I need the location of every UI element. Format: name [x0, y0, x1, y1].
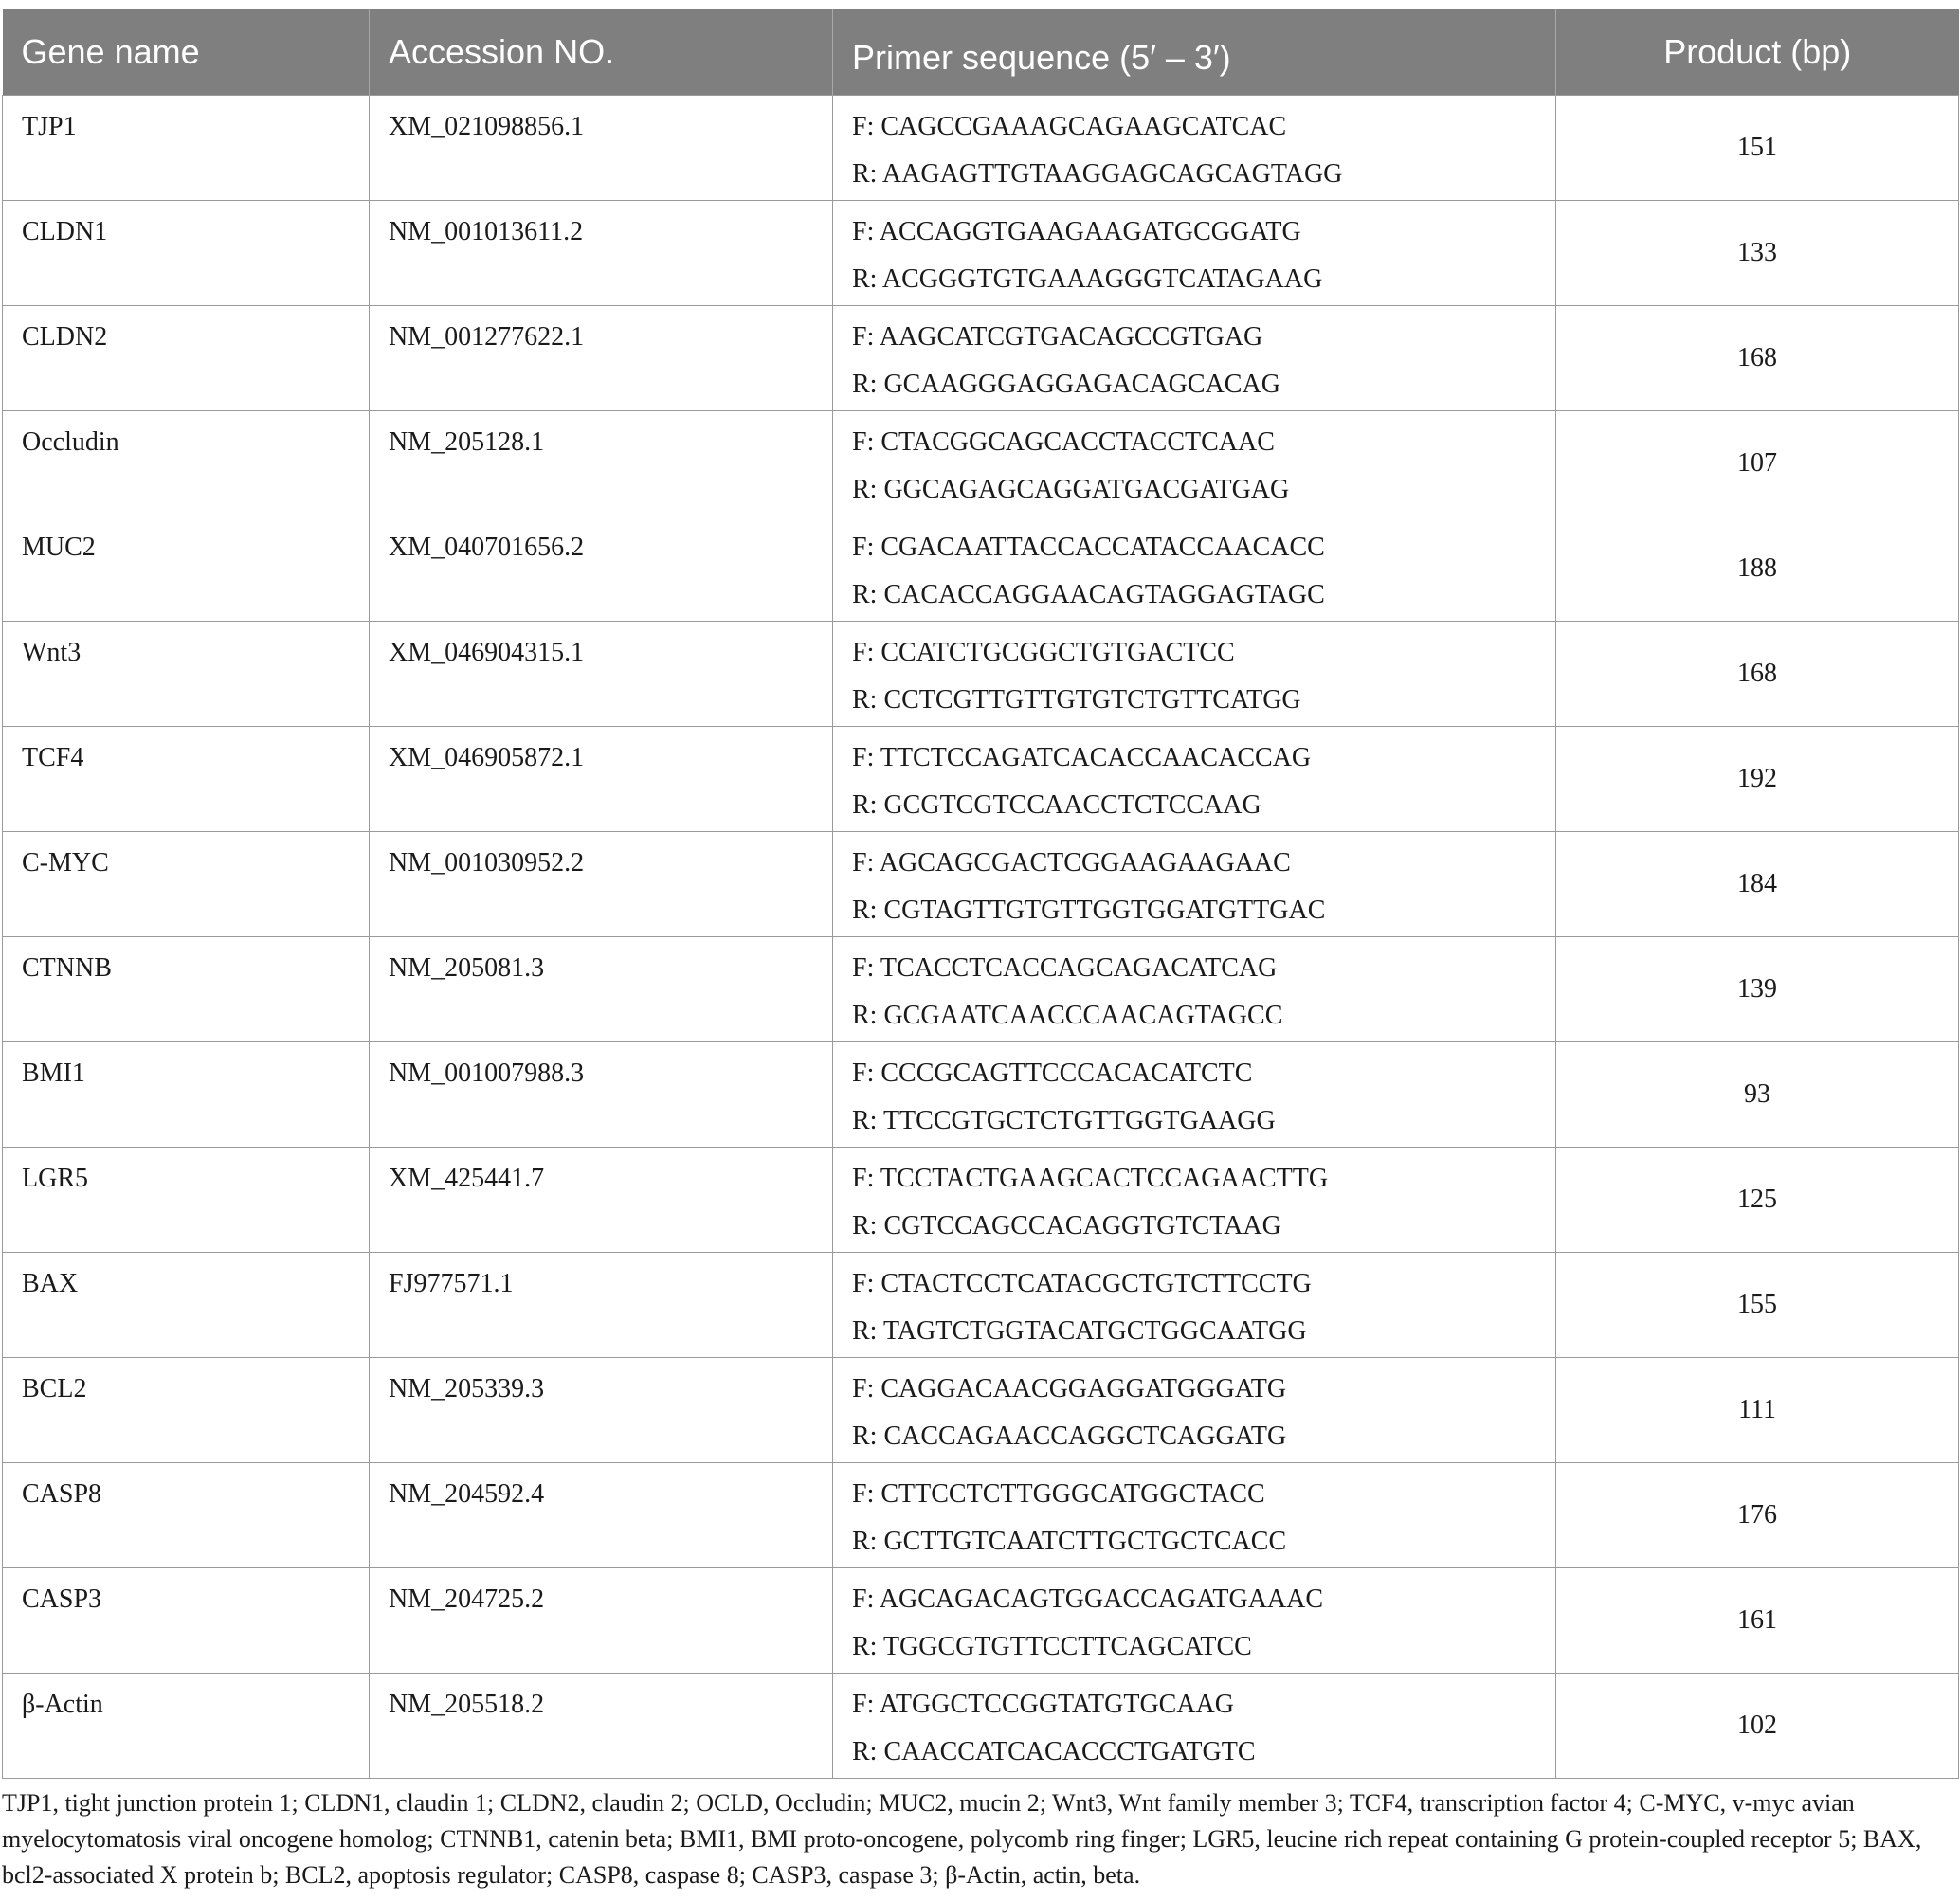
primer-sequence-cell: [833, 1253, 1556, 1358]
table-row: [3, 727, 1959, 832]
table-row: [3, 832, 1959, 937]
accession-cell: NM_204592.4: [370, 1463, 833, 1568]
accession-cell: XM_021098856.1: [370, 96, 833, 201]
table-row: [3, 1042, 1959, 1148]
forward-primer: F: AAGCATCGTGACAGCCGTGAG: [852, 322, 1263, 352]
product-size-cell: 93: [1556, 1042, 1959, 1148]
reverse-primer: R: TGGCGTGTTCCTTCAGCATCC: [852, 1632, 1252, 1661]
table-row: [3, 1148, 1959, 1253]
reverse-primer: R: AAGAGTTGTAAGGAGCAGCAGTAGG: [852, 159, 1343, 189]
product-size-cell: 155: [1556, 1253, 1959, 1358]
reverse-primer: R: GCGTCGTCCAACCTCTCCAAG: [852, 790, 1261, 820]
accession-cell: NM_204725.2: [370, 1568, 833, 1674]
primer-sequence-cell: [833, 1674, 1556, 1779]
primer-sequence-cell: [833, 937, 1556, 1042]
product-size-cell: 168: [1556, 622, 1959, 727]
table-header: [3, 9, 1959, 96]
gene-name-cell: LGR5: [3, 1148, 370, 1253]
header-accession: Accession NO.: [370, 9, 833, 96]
forward-primer: F: CTACGGCAGCACCTACCTCAAC: [852, 427, 1275, 457]
primer-sequence-cell: [833, 96, 1556, 201]
accession-cell: XM_040701656.2: [370, 516, 833, 622]
gene-name-cell: β-Actin: [3, 1674, 370, 1779]
accession-cell: NM_205128.1: [370, 411, 833, 516]
forward-primer: F: CCATCTGCGGCTGTGACTCC: [852, 638, 1235, 667]
header-primer-sequence: Primer sequence (5′ – 3′): [833, 9, 1556, 96]
reverse-primer: R: CCTCGTTGTTGTGTCTGTTCATGG: [852, 685, 1301, 715]
primer-sequence-cell: [833, 201, 1556, 306]
product-size-cell: 139: [1556, 937, 1959, 1042]
forward-primer: F: CCCGCAGTTCCCACACATCTC: [852, 1059, 1253, 1088]
forward-primer: F: TCCTACTGAAGCACTCCAGAACTTG: [852, 1164, 1329, 1193]
gene-name-cell: TJP1: [3, 96, 370, 201]
reverse-primer: R: GGCAGAGCAGGATGACGATGAG: [852, 475, 1290, 504]
reverse-primer: R: CAACCATCACACCCTGATGTC: [852, 1737, 1256, 1766]
accession-cell: NM_205518.2: [370, 1674, 833, 1779]
accession-cell: NM_001013611.2: [370, 201, 833, 306]
table-row: [3, 1463, 1959, 1568]
product-size-cell: 184: [1556, 832, 1959, 937]
product-size-cell: 176: [1556, 1463, 1959, 1568]
primer-sequence-cell: [833, 1463, 1556, 1568]
table-row: [3, 1568, 1959, 1674]
gene-name-cell: BCL2: [3, 1358, 370, 1463]
forward-primer: F: ATGGCTCCGGTATGTGCAAG: [852, 1690, 1235, 1719]
primer-sequence-cell: [833, 411, 1556, 516]
forward-primer: F: AGCAGACAGTGGACCAGATGAAAC: [852, 1584, 1324, 1614]
forward-primer: F: CAGGACAACGGAGGATGGGATG: [852, 1374, 1287, 1403]
table-row: [3, 1358, 1959, 1463]
product-size-cell: 107: [1556, 411, 1959, 516]
product-size-cell: 168: [1556, 306, 1959, 411]
table-row: [3, 306, 1959, 411]
table-footnote: TJP1, tight junction protein 1; CLDN1, claudin 1; CLDN2, claudin 2; OCLD, Occludin; MUC2, mucin 2; Wnt3, Wnt family member 3; TCF4, transcription factor 4; C-MYC, v-myc avian myelocytomatosis viral oncogene homolog; CTNNB1, catenin beta; BMI1, BMI proto-oncogene, polycomb ring finger; LGR5, leucine rich repeat containing G protein-coupled receptor 5; BAX, bcl2-associated X protein b; BCL2, apoptosis regulator; CASP8, caspase 8; CASP3, caspase 3; β-Actin, actin, beta.: [2, 1789, 1922, 1889]
product-size-cell: 133: [1556, 201, 1959, 306]
product-size-cell: 125: [1556, 1148, 1959, 1253]
gene-name-cell: CTNNB: [3, 937, 370, 1042]
table-body: [3, 96, 1959, 1779]
reverse-primer: R: TAGTCTGGTACATGCTGGCAATGG: [852, 1316, 1307, 1346]
table-row: [3, 411, 1959, 516]
gene-name-cell: TCF4: [3, 727, 370, 832]
product-size-cell: 151: [1556, 96, 1959, 201]
table-row: [3, 96, 1959, 201]
gene-name-cell: CASP8: [3, 1463, 370, 1568]
primer-sequence-cell: [833, 622, 1556, 727]
primer-sequence-cell: [833, 727, 1556, 832]
accession-cell: NM_001007988.3: [370, 1042, 833, 1148]
reverse-primer: R: CACACCAGGAACAGTAGGAGTAGC: [852, 580, 1325, 609]
accession-cell: NM_001277622.1: [370, 306, 833, 411]
reverse-primer: R: TTCCGTGCTCTGTTGGTGAAGG: [852, 1106, 1276, 1135]
product-size-cell: 161: [1556, 1568, 1959, 1674]
gene-name-cell: CLDN2: [3, 306, 370, 411]
accession-cell: NM_001030952.2: [370, 832, 833, 937]
forward-primer: F: TTCTCCAGATCACACCAACACCAG: [852, 743, 1312, 772]
product-size-cell: 192: [1556, 727, 1959, 832]
primer-table: [2, 9, 1959, 1779]
accession-cell: NM_205081.3: [370, 937, 833, 1042]
gene-name-cell: CASP3: [3, 1568, 370, 1674]
product-size-cell: 111: [1556, 1358, 1959, 1463]
accession-cell: XM_425441.7: [370, 1148, 833, 1253]
forward-primer: F: AGCAGCGACTCGGAAGAAGAAC: [852, 848, 1291, 878]
forward-primer: F: ACCAGGTGAAGAAGATGCGGATG: [852, 217, 1301, 246]
table-row: [3, 622, 1959, 727]
primer-sequence-cell: [833, 306, 1556, 411]
header-product: Product (bp): [1556, 9, 1959, 96]
gene-name-cell: BMI1: [3, 1042, 370, 1148]
primer-sequence-cell: [833, 1358, 1556, 1463]
forward-primer: F: CTACTCCTCATACGCTGTCTTCCTG: [852, 1269, 1312, 1298]
forward-primer: F: CTTCCTCTTGGGCATGGCTACC: [852, 1479, 1265, 1509]
reverse-primer: R: CGTCCAGCCACAGGTGTCTAAG: [852, 1211, 1281, 1240]
product-size-cell: 102: [1556, 1674, 1959, 1779]
accession-cell: FJ977571.1: [370, 1253, 833, 1358]
reverse-primer: R: GCGAATCAACCCAACAGTAGCC: [852, 1001, 1283, 1030]
reverse-primer: R: ACGGGTGTGAAAGGGTCATAGAAG: [852, 264, 1323, 294]
product-size-cell: 188: [1556, 516, 1959, 622]
gene-name-cell: BAX: [3, 1253, 370, 1358]
primer-sequence-cell: [833, 1148, 1556, 1253]
header-gene-name: Gene name: [3, 9, 370, 96]
primer-sequence-cell: [833, 1042, 1556, 1148]
table-row: [3, 1253, 1959, 1358]
primer-sequence-cell: [833, 516, 1556, 622]
gene-name-cell: C-MYC: [3, 832, 370, 937]
reverse-primer: R: CGTAGTTGTGTTGGTGGATGTTGAC: [852, 896, 1326, 925]
forward-primer: F: TCACCTCACCAGCAGACATCAG: [852, 953, 1278, 983]
gene-name-cell: MUC2: [3, 516, 370, 622]
gene-name-cell: Wnt3: [3, 622, 370, 727]
primer-sequence-cell: [833, 1568, 1556, 1674]
forward-primer: F: CAGCCGAAAGCAGAAGCATCAC: [852, 112, 1287, 141]
accession-cell: XM_046904315.1: [370, 622, 833, 727]
reverse-primer: R: GCAAGGGAGGAGACAGCACAG: [852, 370, 1280, 399]
gene-name-cell: Occludin: [3, 411, 370, 516]
accession-cell: XM_046905872.1: [370, 727, 833, 832]
primer-sequence-cell: [833, 832, 1556, 937]
table-row: [3, 516, 1959, 622]
gene-name-cell: CLDN1: [3, 201, 370, 306]
table-row: [3, 937, 1959, 1042]
reverse-primer: R: CACCAGAACCAGGCTCAGGATG: [852, 1421, 1287, 1451]
table-row: [3, 1674, 1959, 1779]
forward-primer: F: CGACAATTACCACCATACCAACACC: [852, 533, 1325, 562]
table-row: [3, 201, 1959, 306]
accession-cell: NM_205339.3: [370, 1358, 833, 1463]
reverse-primer: R: GCTTGTCAATCTTGCTGCTCACC: [852, 1527, 1287, 1556]
